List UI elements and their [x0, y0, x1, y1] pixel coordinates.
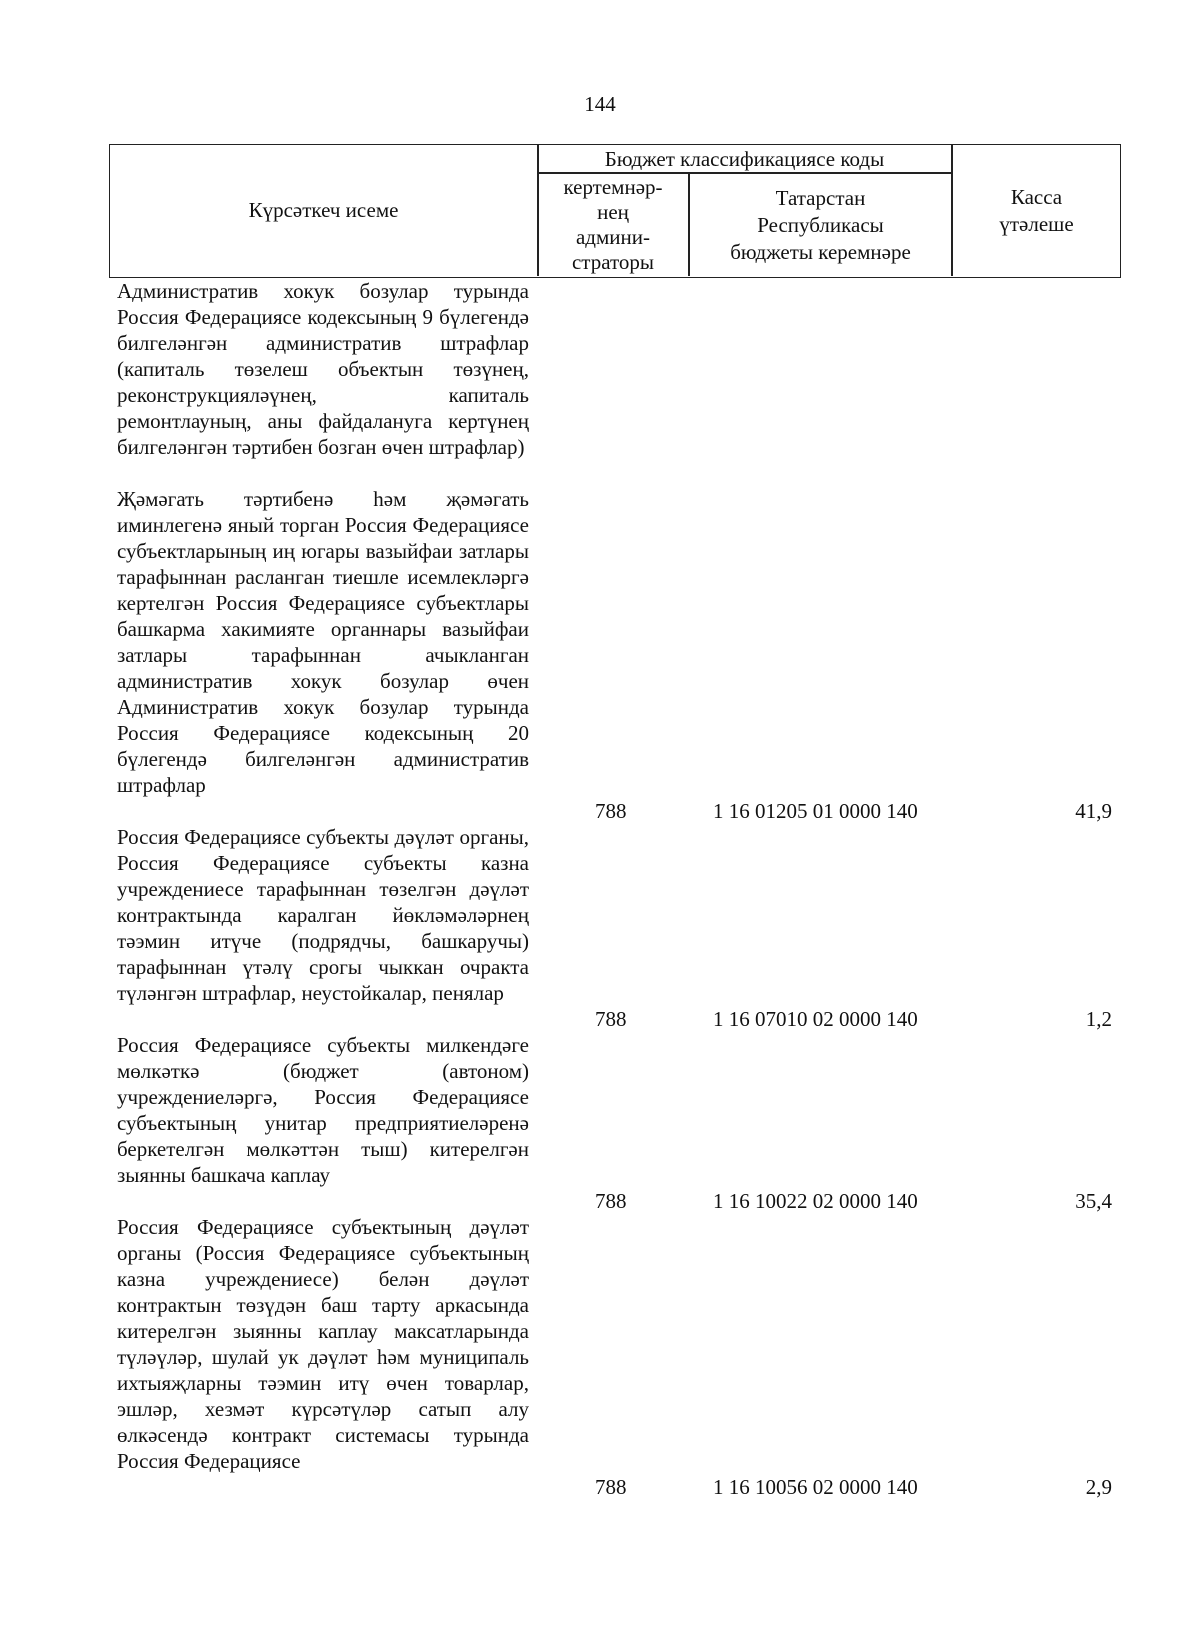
indicator-header: Күрсәткеч исеме	[248, 198, 399, 222]
table-row-code: 1 16 07010 02 0000 140	[713, 1007, 918, 1031]
table-row-code: 1 16 01205 01 0000 140	[713, 799, 918, 823]
table-row-cash: 41,9	[1075, 799, 1112, 823]
cash-execution-header: Касса үтәлеше	[999, 184, 1074, 236]
table-row-admin: 788	[595, 1007, 627, 1031]
table-header	[109, 144, 1121, 278]
tatarstan-revenue-header: Татарстан Республикасы бюджеты керемнәре	[730, 185, 911, 264]
table-row-name: Административ хокук бозулар турында Россия Федерациясе кодексының 9 бүлегендә билгеләнгән административ штрафлар (капиталь төзелеш объектын төзүнең, реконструкцияләүнең, капиталь ремонтлауның, аны файдалануга кертүнең билгеләнгән тәртибен бозган өчен штрафлар)	[117, 279, 529, 459]
table-row-name: Россия Федерациясе субъекты дәүләт органы, Россия Федерациясе субъекты казна учреждениесе тарафыннан төзелгән дәүләт контрактында каралган йөкләмәләрнең тәэмин итүче (подрядчы, башкаручы) тарафыннан үтәлү срогы чыккан очракта түләнгән штрафлар, неустойкалар, пенялар	[117, 825, 529, 1005]
table-row-cash: 2,9	[1085, 1475, 1112, 1499]
table-row-cash: 1,2	[1085, 1007, 1112, 1031]
table-row-cash: 35,4	[1075, 1189, 1112, 1213]
page-number: 144	[584, 92, 616, 116]
table-row-name: Россия Федерациясе субъекты милкендәге мөлкәткә (бюджет (автоном) учреждениеләргә, Россия Федерациясе субъектының унитар предприятиеләренә беркетелгән мөлкәттән тыш) китерелгән зыянны башкача каплау	[117, 1033, 529, 1187]
table-row-admin: 788	[595, 799, 627, 823]
table-row-code: 1 16 10022 02 0000 140	[713, 1189, 918, 1213]
table-row-name: Җәмәгать тәртибенә һәм җәмәгать иминлегенә яный торган Россия Федерациясе субъектларының иң югары вазыйфаи затлары тарафыннан расланган тиешле исемлекләргә кертелгән Россия Федерациясе субъектлары башкарма хакимияте органнары вазыйфаи затлары тарафыннан ачыкланган административ хокук бозулар өчен Административ хокук бозулар турында Россия Федерациясе кодексының 20 бүлегендә билгеләнгән административ штрафлар	[117, 487, 529, 797]
table-row-admin: 788	[595, 1189, 627, 1213]
table-row-name: Россия Федерациясе субъектының дәүләт органы (Россия Федерациясе субъектының казна учреждениесе) белән дәүләт контрактын төзүдән баш тарту аркасында китерелгән зыянны каплау максатларында түләүләр, шулай ук дәүләт һәм муниципаль ихтыяҗларны тәэмин итү өчен товарлар, эшләр, хезмәт күрсәтүләр сатып алу өлкәсендә контракт системасы турында Россия Федерациясе	[117, 1215, 529, 1473]
table-row-code: 1 16 10056 02 0000 140	[713, 1475, 918, 1499]
budget-class-code-header: Бюджет классификациясе коды	[604, 146, 885, 171]
table-row-admin: 788	[595, 1475, 627, 1499]
administrator-header: кертемнәр- нең админи- страторы	[563, 175, 663, 274]
